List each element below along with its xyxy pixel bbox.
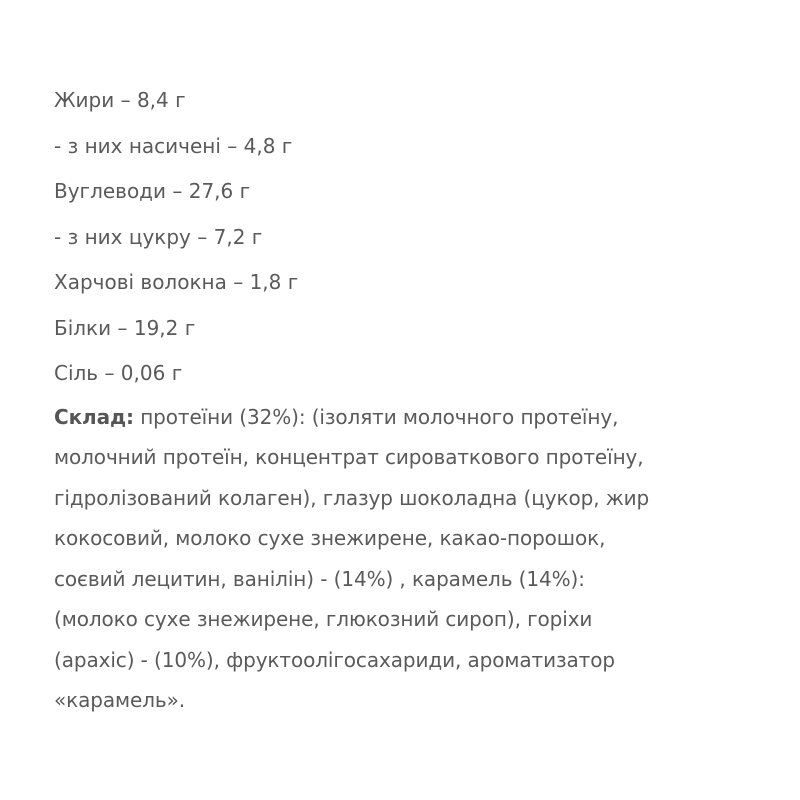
nutrition-salt: Сіль – 0,06 г [54, 361, 183, 385]
composition-line-2: молочний протеїн, концентрат сироваткового протеїну, [54, 445, 644, 469]
nutrition-sugars: - з них цукру – 7,2 г [54, 224, 263, 249]
nutrition-fat: Жири – 8,4 г [54, 88, 186, 112]
composition-paragraph [54, 397, 774, 721]
nutrition-carbohydrates: Вуглеводи – 27,6 г [54, 179, 251, 203]
composition-line-3: гідролізований колаген), глазур шоколадна (цукор, жир [54, 485, 650, 510]
composition-line-6: (молоко сухе знежирене, глюкозний сироп), горіхи [54, 607, 593, 631]
nutrition-protein: Білки – 19,2 г [54, 315, 196, 340]
composition-text: протеїни (32%): (ізоляти молочного протеїну, [133, 404, 619, 429]
product-info [54, 78, 774, 721]
composition-line-1 [54, 397, 774, 438]
composition-label: Склад: [54, 404, 134, 429]
nutrition-fiber: Харчові волокна – 1,8 г [54, 270, 299, 294]
composition-line-4: кокосовий, молоко сухе знежирене, какао-порошок, [54, 526, 606, 550]
composition-line-7: (арахіс) - (10%), фруктоолігосахариди, ароматизатор [54, 647, 615, 672]
nutrition-saturated-fat: - з них насичені – 4,8 г [54, 133, 293, 158]
composition-line-5: соєвий лецитин, ванілін) - (14%) , карамель (14%): [54, 566, 585, 591]
composition-line-8: «карамель». [54, 688, 185, 712]
